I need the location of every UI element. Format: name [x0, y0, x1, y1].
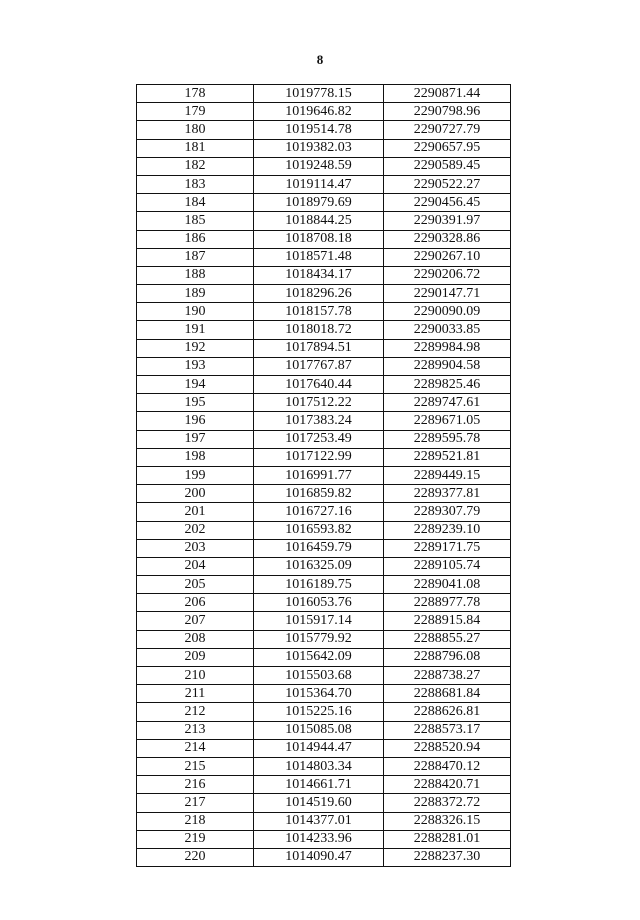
x-coordinate-cell: 1015917.14 — [254, 612, 384, 630]
table-row — [137, 721, 511, 739]
x-coordinate-cell: 1015503.68 — [254, 667, 384, 685]
table-row — [137, 685, 511, 703]
point-number-cell: 181 — [137, 139, 254, 157]
table-row — [137, 794, 511, 812]
y-coordinate-cell: 2288738.27 — [384, 667, 511, 685]
y-coordinate-cell: 2290033.85 — [384, 321, 511, 339]
x-coordinate-cell: 1014944.47 — [254, 739, 384, 757]
y-coordinate-cell: 2288420.71 — [384, 776, 511, 794]
point-number-cell: 214 — [137, 739, 254, 757]
y-coordinate-cell: 2290727.79 — [384, 121, 511, 139]
table-row — [137, 485, 511, 503]
point-number-cell: 196 — [137, 412, 254, 430]
x-coordinate-cell: 1018018.72 — [254, 321, 384, 339]
point-number-cell: 218 — [137, 812, 254, 830]
point-number-cell: 193 — [137, 357, 254, 375]
point-number-cell: 210 — [137, 667, 254, 685]
table-row — [137, 103, 511, 121]
y-coordinate-cell: 2288281.01 — [384, 830, 511, 848]
point-number-cell: 219 — [137, 830, 254, 848]
x-coordinate-cell: 1016727.16 — [254, 503, 384, 521]
x-coordinate-cell: 1019248.59 — [254, 157, 384, 175]
table-row — [137, 757, 511, 775]
x-coordinate-cell: 1017383.24 — [254, 412, 384, 430]
table-row — [137, 321, 511, 339]
point-number-cell: 211 — [137, 685, 254, 703]
table-row — [137, 430, 511, 448]
point-number-cell: 178 — [137, 85, 254, 103]
x-coordinate-cell: 1017122.99 — [254, 448, 384, 466]
table-row — [137, 594, 511, 612]
x-coordinate-cell: 1019514.78 — [254, 121, 384, 139]
point-number-cell: 216 — [137, 776, 254, 794]
x-coordinate-cell: 1019646.82 — [254, 103, 384, 121]
x-coordinate-cell: 1016459.79 — [254, 539, 384, 557]
x-coordinate-cell: 1017640.44 — [254, 376, 384, 394]
point-number-cell: 182 — [137, 157, 254, 175]
table-row — [137, 539, 511, 557]
y-coordinate-cell: 2289171.75 — [384, 539, 511, 557]
x-coordinate-cell: 1017253.49 — [254, 430, 384, 448]
point-number-cell: 217 — [137, 794, 254, 812]
page-number: 8 — [316, 52, 324, 67]
y-coordinate-cell: 2290589.45 — [384, 157, 511, 175]
coordinates-table-body — [137, 85, 511, 867]
x-coordinate-cell: 1015779.92 — [254, 630, 384, 648]
table-row — [137, 557, 511, 575]
y-coordinate-cell: 2289747.61 — [384, 394, 511, 412]
y-coordinate-cell: 2290206.72 — [384, 266, 511, 284]
table-row — [137, 175, 511, 193]
x-coordinate-cell: 1015364.70 — [254, 685, 384, 703]
point-number-cell: 183 — [137, 175, 254, 193]
table-row — [137, 139, 511, 157]
y-coordinate-cell: 2288796.08 — [384, 648, 511, 666]
y-coordinate-cell: 2288372.72 — [384, 794, 511, 812]
table-row — [137, 503, 511, 521]
point-number-cell: 197 — [137, 430, 254, 448]
x-coordinate-cell: 1015085.08 — [254, 721, 384, 739]
table-row — [137, 739, 511, 757]
point-number-cell: 194 — [137, 376, 254, 394]
x-coordinate-cell: 1014377.01 — [254, 812, 384, 830]
y-coordinate-cell: 2289377.81 — [384, 485, 511, 503]
x-coordinate-cell: 1014233.96 — [254, 830, 384, 848]
point-number-cell: 213 — [137, 721, 254, 739]
x-coordinate-cell: 1015642.09 — [254, 648, 384, 666]
table-row — [137, 630, 511, 648]
table-row — [137, 394, 511, 412]
x-coordinate-cell: 1018708.18 — [254, 230, 384, 248]
coordinates-table — [136, 84, 511, 867]
table-row — [137, 303, 511, 321]
y-coordinate-cell: 2289671.05 — [384, 412, 511, 430]
table-row — [137, 612, 511, 630]
y-coordinate-cell: 2288237.30 — [384, 848, 511, 866]
point-number-cell: 191 — [137, 321, 254, 339]
x-coordinate-cell: 1014090.47 — [254, 848, 384, 866]
y-coordinate-cell: 2288977.78 — [384, 594, 511, 612]
table-row — [137, 776, 511, 794]
y-coordinate-cell: 2290798.96 — [384, 103, 511, 121]
x-coordinate-cell: 1016991.77 — [254, 466, 384, 484]
y-coordinate-cell: 2289825.46 — [384, 376, 511, 394]
table-row — [137, 85, 511, 103]
point-number-cell: 179 — [137, 103, 254, 121]
point-number-cell: 199 — [137, 466, 254, 484]
x-coordinate-cell: 1019114.47 — [254, 175, 384, 193]
x-coordinate-cell: 1019778.15 — [254, 85, 384, 103]
point-number-cell: 189 — [137, 285, 254, 303]
point-number-cell: 200 — [137, 485, 254, 503]
y-coordinate-cell: 2288520.94 — [384, 739, 511, 757]
y-coordinate-cell: 2288470.12 — [384, 757, 511, 775]
point-number-cell: 185 — [137, 212, 254, 230]
table-row — [137, 412, 511, 430]
point-number-cell: 186 — [137, 230, 254, 248]
table-row — [137, 357, 511, 375]
table-row — [137, 830, 511, 848]
y-coordinate-cell: 2290147.71 — [384, 285, 511, 303]
x-coordinate-cell: 1016859.82 — [254, 485, 384, 503]
x-coordinate-cell: 1015225.16 — [254, 703, 384, 721]
x-coordinate-cell: 1018296.26 — [254, 285, 384, 303]
point-number-cell: 205 — [137, 576, 254, 594]
y-coordinate-cell: 2288855.27 — [384, 630, 511, 648]
point-number-cell: 203 — [137, 539, 254, 557]
x-coordinate-cell: 1018979.69 — [254, 194, 384, 212]
point-number-cell: 184 — [137, 194, 254, 212]
table-row — [137, 376, 511, 394]
y-coordinate-cell: 2289904.58 — [384, 357, 511, 375]
table-row — [137, 194, 511, 212]
point-number-cell: 188 — [137, 266, 254, 284]
point-number-cell: 204 — [137, 557, 254, 575]
y-coordinate-cell: 2289521.81 — [384, 448, 511, 466]
x-coordinate-cell: 1017512.22 — [254, 394, 384, 412]
point-number-cell: 202 — [137, 521, 254, 539]
y-coordinate-cell: 2289239.10 — [384, 521, 511, 539]
table-row — [137, 667, 511, 685]
point-number-cell: 208 — [137, 630, 254, 648]
y-coordinate-cell: 2289041.08 — [384, 576, 511, 594]
point-number-cell: 187 — [137, 248, 254, 266]
point-number-cell: 198 — [137, 448, 254, 466]
table-row — [137, 576, 511, 594]
x-coordinate-cell: 1014519.60 — [254, 794, 384, 812]
x-coordinate-cell: 1017767.87 — [254, 357, 384, 375]
table-row — [137, 339, 511, 357]
point-number-cell: 206 — [137, 594, 254, 612]
x-coordinate-cell: 1019382.03 — [254, 139, 384, 157]
x-coordinate-cell: 1017894.51 — [254, 339, 384, 357]
table-row — [137, 212, 511, 230]
x-coordinate-cell: 1016593.82 — [254, 521, 384, 539]
x-coordinate-cell: 1016325.09 — [254, 557, 384, 575]
table-row — [137, 848, 511, 866]
point-number-cell: 190 — [137, 303, 254, 321]
x-coordinate-cell: 1016053.76 — [254, 594, 384, 612]
y-coordinate-cell: 2289307.79 — [384, 503, 511, 521]
y-coordinate-cell: 2289595.78 — [384, 430, 511, 448]
y-coordinate-cell: 2288626.81 — [384, 703, 511, 721]
y-coordinate-cell: 2288681.84 — [384, 685, 511, 703]
x-coordinate-cell: 1018844.25 — [254, 212, 384, 230]
table-row — [137, 285, 511, 303]
table-row — [137, 266, 511, 284]
table-row — [137, 812, 511, 830]
table-row — [137, 121, 511, 139]
point-number-cell: 215 — [137, 757, 254, 775]
x-coordinate-cell: 1018571.48 — [254, 248, 384, 266]
y-coordinate-cell: 2290090.09 — [384, 303, 511, 321]
x-coordinate-cell: 1018434.17 — [254, 266, 384, 284]
y-coordinate-cell: 2289984.98 — [384, 339, 511, 357]
point-number-cell: 201 — [137, 503, 254, 521]
point-number-cell: 212 — [137, 703, 254, 721]
y-coordinate-cell: 2290391.97 — [384, 212, 511, 230]
y-coordinate-cell: 2290456.45 — [384, 194, 511, 212]
y-coordinate-cell: 2290328.86 — [384, 230, 511, 248]
x-coordinate-cell: 1014803.34 — [254, 757, 384, 775]
y-coordinate-cell: 2288573.17 — [384, 721, 511, 739]
table-row — [137, 648, 511, 666]
table-row — [137, 448, 511, 466]
y-coordinate-cell: 2288915.84 — [384, 612, 511, 630]
x-coordinate-cell: 1016189.75 — [254, 576, 384, 594]
point-number-cell: 192 — [137, 339, 254, 357]
table-row — [137, 248, 511, 266]
y-coordinate-cell: 2289105.74 — [384, 557, 511, 575]
y-coordinate-cell: 2290871.44 — [384, 85, 511, 103]
table-row — [137, 703, 511, 721]
y-coordinate-cell: 2290267.10 — [384, 248, 511, 266]
x-coordinate-cell: 1018157.78 — [254, 303, 384, 321]
point-number-cell: 209 — [137, 648, 254, 666]
table-row — [137, 157, 511, 175]
y-coordinate-cell: 2289449.15 — [384, 466, 511, 484]
table-row — [137, 521, 511, 539]
point-number-cell: 220 — [137, 848, 254, 866]
point-number-cell: 195 — [137, 394, 254, 412]
table-row — [137, 466, 511, 484]
y-coordinate-cell: 2288326.15 — [384, 812, 511, 830]
y-coordinate-cell: 2290657.95 — [384, 139, 511, 157]
point-number-cell: 207 — [137, 612, 254, 630]
table-row — [137, 230, 511, 248]
point-number-cell: 180 — [137, 121, 254, 139]
x-coordinate-cell: 1014661.71 — [254, 776, 384, 794]
y-coordinate-cell: 2290522.27 — [384, 175, 511, 193]
